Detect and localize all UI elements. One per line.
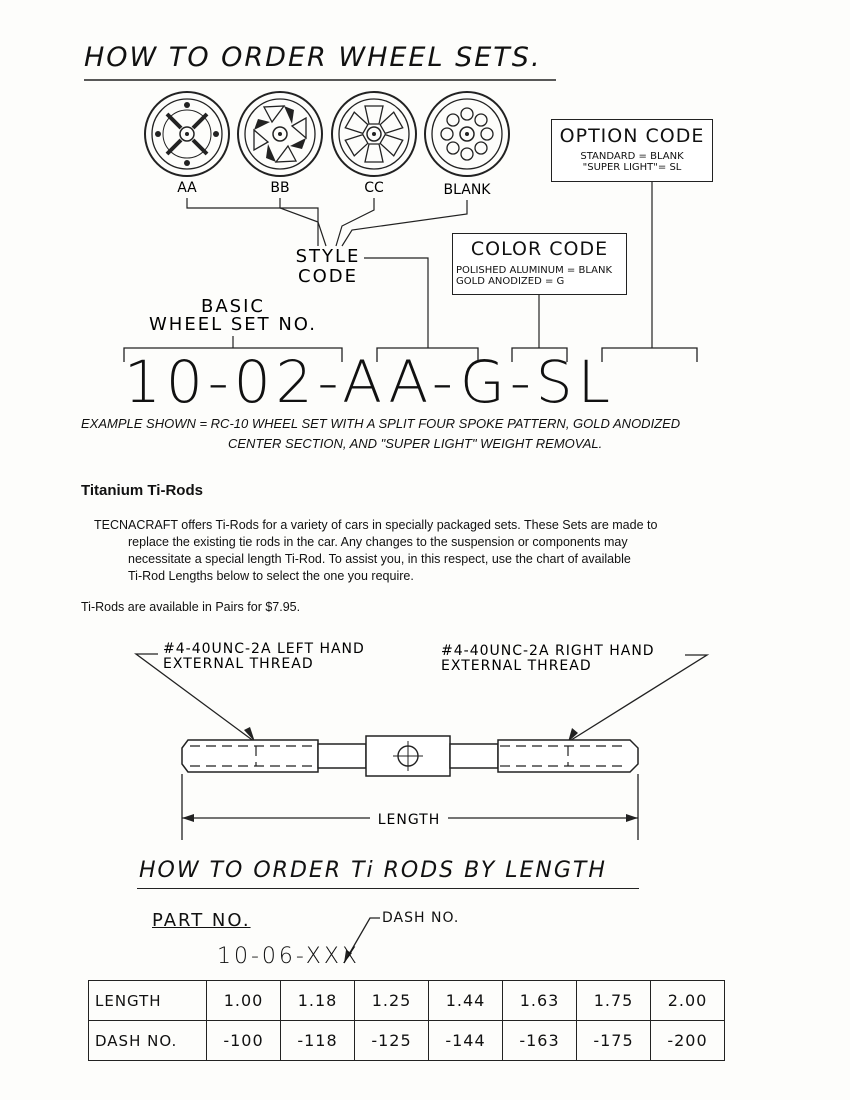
wheel-bb-icon (238, 92, 322, 176)
option-code-title: OPTION CODE (559, 125, 705, 147)
length-cell: 1.44 (429, 981, 503, 1021)
dash-cell: -200 (651, 1021, 725, 1061)
part-format: 10-06-XXX (217, 944, 360, 969)
length-cell: 1.25 (355, 981, 429, 1021)
dash-cell: -125 (355, 1021, 429, 1061)
tirods-para-line4: Ti-Rod Lengths below to select the one you require. (128, 569, 414, 583)
wheel-aa-icon (145, 92, 229, 176)
wheel-label-cc: CC (364, 180, 384, 196)
tirods-para-line1: TECNACRAFT offers Ti-Rods for a variety of cars in specially packaged sets. These Sets are made to (94, 518, 658, 532)
wheel-label-aa: AA (177, 180, 197, 196)
wheel-label-blank: BLANK (443, 182, 491, 198)
order-tirods-title: HOW TO ORDER Ti RODS BY LENGTH (139, 858, 607, 883)
dash-cell: -100 (207, 1021, 281, 1061)
dash-no-label: DASH NO. (382, 910, 460, 926)
row-header-length: LENGTH (89, 981, 207, 1021)
length-cell: 1.00 (207, 981, 281, 1021)
dash-cell: -163 (503, 1021, 577, 1061)
dash-cell: -175 (577, 1021, 651, 1061)
row-header-dash-no: DASH NO. (89, 1021, 207, 1061)
option-code-line2: "SUPER LIGHT"= SL (582, 162, 682, 173)
option-code-line1: STANDARD = BLANK (580, 151, 684, 162)
color-code-title: COLOR CODE (470, 238, 609, 260)
dash-cell: -118 (281, 1021, 355, 1061)
length-label: LENGTH (377, 812, 441, 828)
style-code-line2: CODE (298, 266, 358, 287)
order-title-underline (137, 888, 639, 889)
part-no-label: PART NO. (152, 910, 251, 931)
length-table (88, 980, 725, 1061)
tirods-para-line3: necessitate a special length Ti-Rod. To assist you, in this respect, use the chart of available (128, 552, 631, 566)
left-thread-label1: #4-40UNC-2A LEFT HAND (163, 641, 365, 657)
wheel-sets-title: HOW TO ORDER WHEEL SETS. (84, 42, 542, 73)
wheel-part-number: 10-02-AA-G-SL (124, 348, 615, 416)
length-cell: 1.63 (503, 981, 577, 1021)
table-row (89, 1021, 725, 1061)
left-thread-label2: EXTERNAL THREAD (163, 656, 314, 672)
wheel-label-bb: BB (270, 180, 290, 196)
color-code-line2: GOLD ANODIZED = G (456, 276, 565, 287)
length-cell: 1.75 (577, 981, 651, 1021)
right-thread-label2: EXTERNAL THREAD (441, 658, 592, 674)
wheel-cc-icon (332, 92, 416, 176)
right-thread-label1: #4-40UNC-2A RIGHT HAND (441, 643, 655, 659)
tirod-diagram (0, 630, 850, 850)
tirods-heading: Titanium Ti-Rods (81, 482, 203, 499)
basic-line2: WHEEL SET NO. (149, 314, 317, 335)
option-code-box (551, 119, 713, 182)
color-code-line1: POLISHED ALUMINUM = BLANK (456, 265, 613, 276)
tirods-para-line2: replace the existing tie rods in the car. Any changes to the suspension or components may (128, 535, 628, 549)
length-cell: 1.18 (281, 981, 355, 1021)
wheel-blank-icon (425, 92, 509, 176)
style-code-line1: STYLE (295, 246, 361, 267)
length-cell: 2.00 (651, 981, 725, 1021)
table-row (89, 981, 725, 1021)
basic-line1: BASIC (201, 296, 265, 317)
example-line1: EXAMPLE SHOWN = RC-10 WHEEL SET WITH A SPLIT FOUR SPOKE PATTERN, GOLD ANODIZED (81, 416, 681, 431)
dash-cell: -144 (429, 1021, 503, 1061)
color-code-box (452, 233, 627, 295)
tirods-price: Ti-Rods are available in Pairs for $7.95. (81, 600, 301, 614)
example-line2: CENTER SECTION, AND "SUPER LIGHT" WEIGHT REMOVAL. (228, 436, 603, 451)
